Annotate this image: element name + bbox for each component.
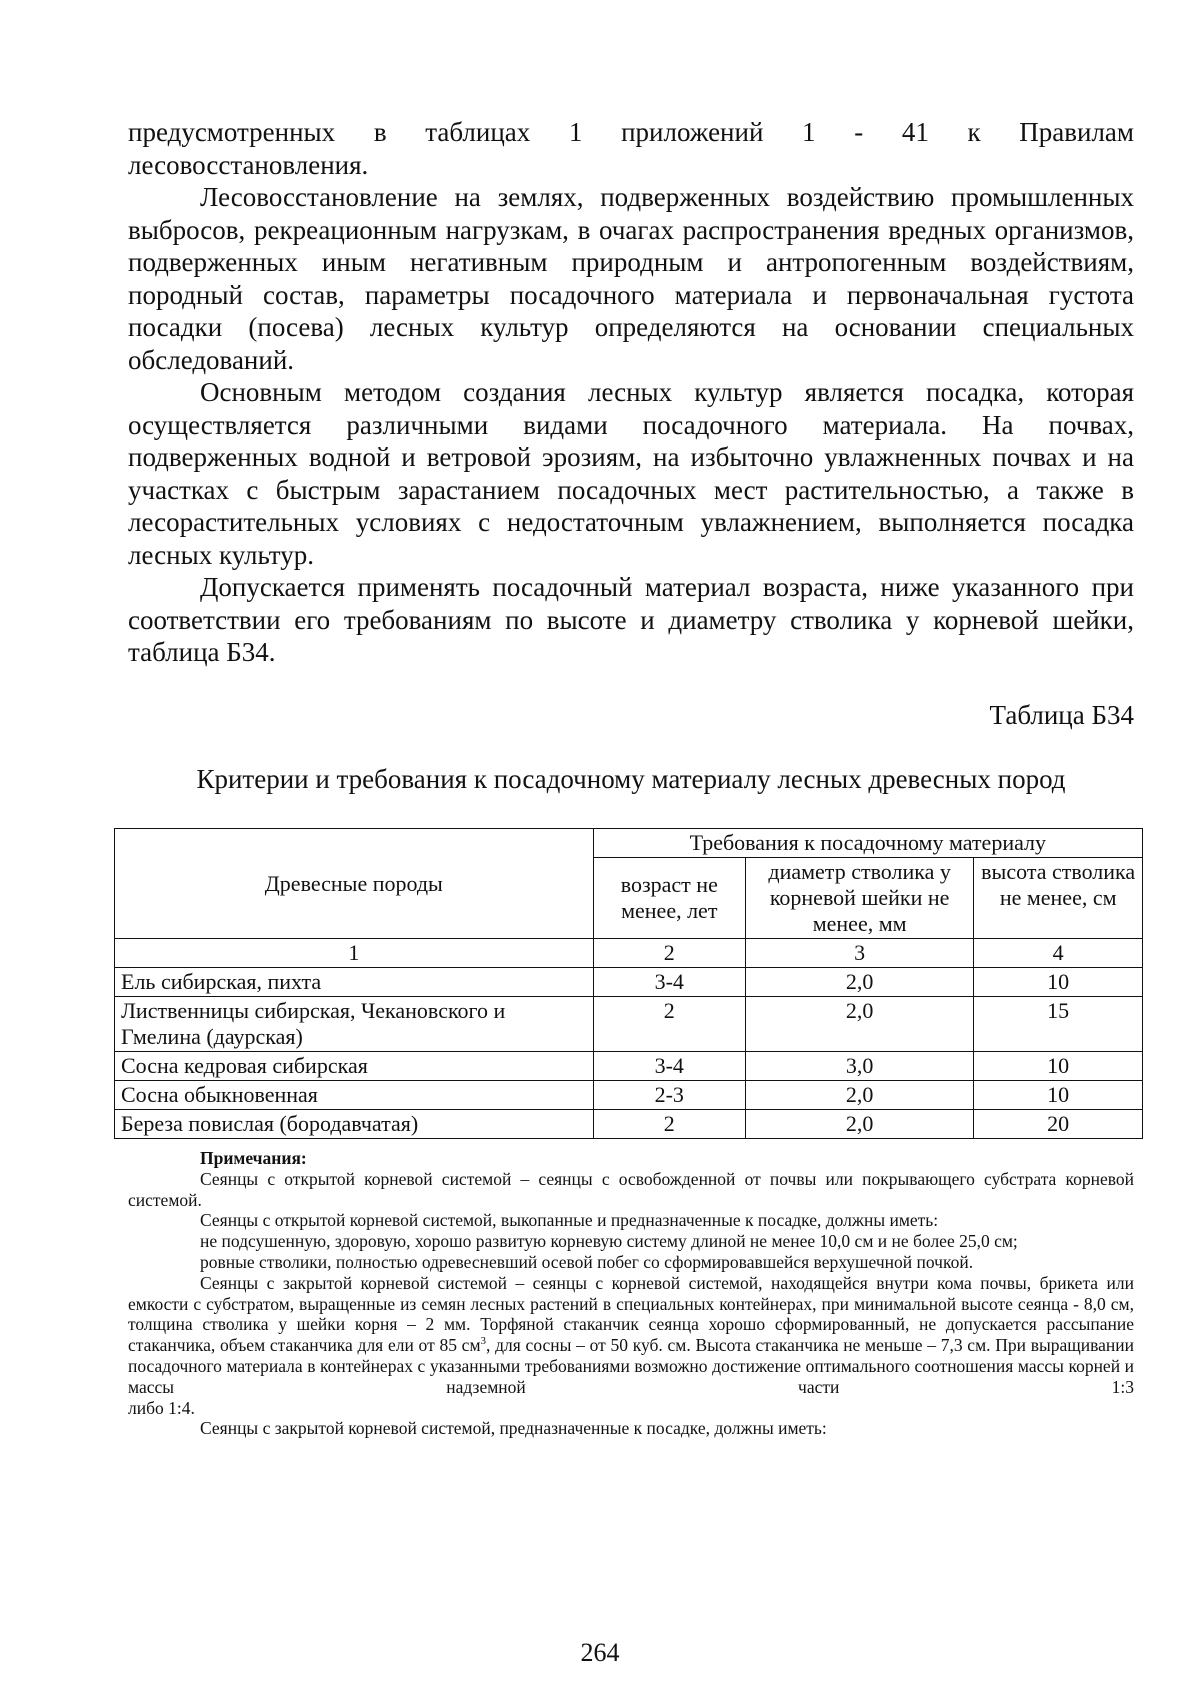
cell-height: 10: [974, 1052, 1143, 1081]
cell-species: Лиственницы сибирская, Чекановского и Гмелина (даурская): [115, 997, 594, 1052]
note-open-root: Сеянцы с открытой корневой системой – сеянцы с освобожденной от почвы или покрывающего субстрата корневой системой.: [128, 1168, 1134, 1210]
cell-diameter: 3,0: [745, 1052, 973, 1081]
header-height: высота стволика не менее, см: [974, 858, 1143, 939]
note-closed-root-end: либо 1:4.: [128, 1397, 195, 1418]
cell-height: 10: [974, 968, 1143, 997]
note-stems: ровные стволики, полностью одревесневший осевой побег со сформировавшейся верхушечной почкой.: [200, 1251, 974, 1272]
cell-age: 3-4: [593, 1052, 745, 1081]
cell-species: Сосна обыкновенная: [115, 1081, 594, 1110]
col-number: 4: [974, 939, 1143, 968]
cell-diameter: 2,0: [745, 1081, 973, 1110]
col-number: 2: [593, 939, 745, 968]
cell-height: 15: [974, 997, 1143, 1052]
criteria-table: [114, 828, 1143, 1139]
paragraph-continued-end: лесовосстановления.: [128, 149, 369, 180]
col-number: 1: [115, 939, 594, 968]
cell-age: 2-3: [593, 1081, 745, 1110]
table-title: Критерии и требования к посадочному материалу лесных древесных пород: [196, 764, 1066, 794]
notes-heading: Примечания:: [200, 1148, 307, 1168]
table-header-row: [115, 829, 1143, 858]
paragraph-age-exception: Допускается применять посадочный материал возраста, ниже указанного при соответствии его требованиям по высоте и диаметру стволика у корневой шейки, таблица Б34.: [128, 572, 1134, 667]
cell-age: 2: [593, 997, 745, 1052]
header-age: возраст не менее, лет: [593, 858, 745, 939]
cell-diameter: 2,0: [745, 1110, 973, 1139]
table-number-row: [115, 939, 1143, 968]
paragraph-continued: предусмотренных в таблицах 1 приложений 1 - 41 к Правилам: [128, 117, 1134, 147]
page-number: 264: [580, 1638, 620, 1667]
table-row: [115, 1052, 1143, 1081]
note-root-system: не подсушенную, здоровую, хорошо развитую корневую систему длиной не менее 10,0 см и не более 25,0 см;: [200, 1231, 1018, 1252]
cell-height: 10: [974, 1081, 1143, 1110]
table-row: [115, 997, 1143, 1052]
table-row: [115, 1110, 1143, 1139]
header-species: Древесные породы: [115, 829, 594, 939]
note-closed-root-requirements: Сеянцы с закрытой корневой системой, предназначенные к посадке, должны иметь:: [200, 1418, 827, 1439]
notes-section: [128, 1148, 1134, 1439]
col-number: 3: [745, 939, 973, 968]
note-open-root-requirements: Сеянцы с открытой корневой системой, выкопанные и предназначенные к посадке, должны иметь:: [200, 1210, 939, 1231]
cell-age: 3-4: [593, 968, 745, 997]
cell-diameter: 2,0: [745, 997, 973, 1052]
note-closed-root: [128, 1273, 1134, 1398]
cell-age: 2: [593, 1110, 745, 1139]
table-row: [115, 1081, 1143, 1110]
header-diameter: диаметр стволика у корневой шейки не менее, мм: [745, 858, 973, 939]
table-row: [115, 968, 1143, 997]
header-requirements: Требования к посадочному материалу: [593, 829, 1142, 858]
note-closed-root-text-b: , для сосны – от 50 куб. см. Высота стаканчика не меньше – 7,3 см. При выращивании посадочного материала в контейнерах с указанными требованиями возможно достижение оптимального соотношения массы корней и массы надземной части 1:3: [128, 1335, 1134, 1397]
table-reference: Таблица Б34: [989, 700, 1134, 730]
body-text: [128, 116, 1134, 669]
paragraph-reforestation: Лесовосстановление на землях, подверженных воздействию промышленных выбросов, рекреационным нагрузкам, в очагах распространения вредных организмов, подверженных иным негативным природным и антропогенным воздействиям, породный состав, параметры посадочного материала и первоначальная густота посадки (посева) лесных культур определяются на основании специальных обследований.: [128, 182, 1134, 375]
note-closed-root-text-a: Сеянцы с закрытой корневой системой – сеянцы с корневой системой, находящейся внутри кома почвы, брикета или емкости с субстратом, выращенные из семян лесных растений в специальных контейнерах, при минимальной высоте сеянца - 8,0 см, толщина стволика у шейки корня – 2 мм. Торфяной стаканчик сеянца хорошо сформированный, не допускается рассыпание стаканчика, объем стаканчика для ели от 85 см: [128, 1272, 1134, 1356]
cell-height: 20: [974, 1110, 1143, 1139]
cell-species: Береза повислая (бородавчатая): [115, 1110, 594, 1139]
cell-species: Сосна кедровая сибирская: [115, 1052, 594, 1081]
cell-diameter: 2,0: [745, 968, 973, 997]
paragraph-planting-method: Основным методом создания лесных культур является посадка, которая осуществляется различными видами посадочного материала. На почвах, подверженных водной и ветровой эрозиям, на избыточно увлажненных почвах и на участках с быстрым зарастанием посадочных мест растительностью, а также в лесорастительных условиях с недостаточным увлажнением, выполняется посадка лесных культур.: [128, 377, 1134, 570]
note-superscript: 3: [480, 1335, 487, 1348]
cell-species: Ель сибирская, пихта: [115, 968, 594, 997]
